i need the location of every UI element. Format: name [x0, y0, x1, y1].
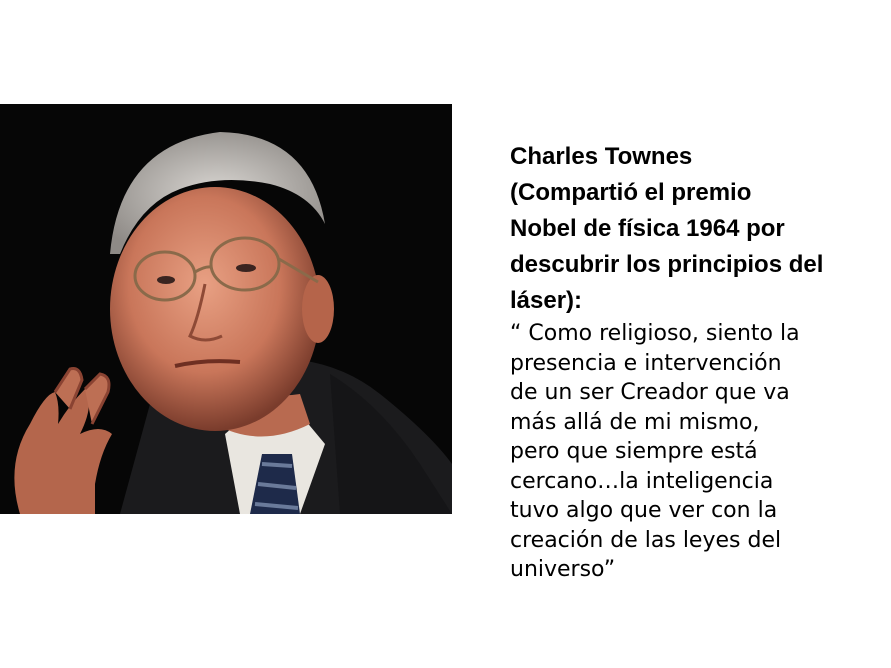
quote-line: presencia e intervención	[510, 350, 782, 376]
quote-line: más allá de mi mismo,	[510, 409, 760, 435]
quote-text	[510, 319, 870, 585]
quote-line: “ Como religioso, siento la	[510, 321, 800, 346]
heading-line: láser):	[510, 287, 583, 314]
heading-line: Charles Townes	[510, 143, 693, 170]
quote-line: tuvo algo que ver con la	[510, 498, 778, 523]
quote-line: cercano…la inteligencia	[510, 468, 774, 494]
quote-line: creación de las leyes del	[510, 527, 782, 553]
heading-line: descubrir los principios del	[510, 251, 824, 278]
heading-line: Nobel de física 1964 por	[510, 215, 785, 242]
quote-line: pero que siempre está	[510, 439, 758, 464]
quote-line: universo”	[510, 557, 616, 582]
heading-line: (Compartió el premio	[510, 179, 752, 206]
portrait-illustration	[0, 104, 452, 514]
quote-line: de un ser Creador que va	[510, 380, 790, 405]
caption-heading	[510, 139, 870, 319]
portrait-photo	[0, 104, 452, 514]
quote-caption	[510, 139, 870, 585]
